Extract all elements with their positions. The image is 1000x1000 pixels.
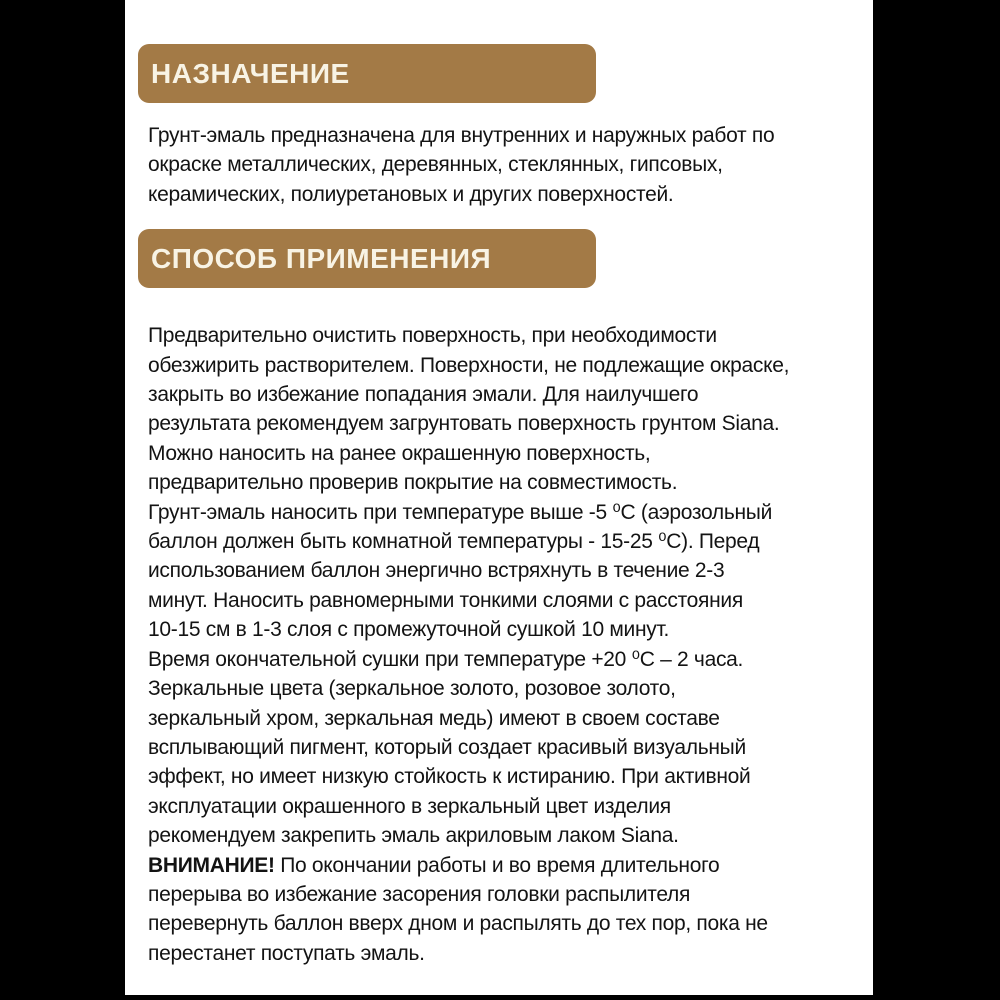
- application-lines-after: [148, 880, 873, 968]
- text-line: предварительно проверив покрытие на совместимость.: [148, 471, 678, 495]
- text-line: зеркальный хром, зеркальная медь) имеют в своем составе: [148, 706, 720, 730]
- purpose-section-banner: [138, 44, 596, 103]
- application-lines-before: [148, 321, 873, 850]
- text-line: 10-15 см в 1-3 слоя с промежуточной сушкой 10 минут.: [148, 618, 669, 642]
- text-line: перерыва во избежание засорения головки распылителя: [148, 882, 691, 906]
- text-line: эффект, но имеет низкую стойкость к истиранию. При активной: [148, 765, 751, 789]
- text-line: результата рекомендуем загрунтовать поверхность грунтом Siana.: [148, 412, 780, 436]
- text-line: Можно наносить на ранее окрашенную поверхность,: [148, 441, 651, 465]
- text-line: баллон должен быть комнатной температуры - 15-25 ⁰С). Перед: [148, 530, 760, 554]
- application-paragraph: [148, 321, 873, 968]
- text-line: Время окончательной сушки при температуре +20 ⁰С – 2 часа.: [148, 647, 744, 671]
- text-line: окраске металлических, деревянных, стеклянных, гипсовых,: [148, 153, 723, 177]
- application-heading: СПОСОБ ПРИМЕНЕНИЯ: [151, 242, 492, 274]
- text-line: Грунт-эмаль предназначена для внутренних и наружных работ по: [148, 124, 775, 147]
- text-line: Зеркальные цвета (зеркальное золото, розовое золото,: [148, 677, 676, 701]
- text-line: перевернуть баллон вверх дном и распылять до тех пор, пока не: [148, 912, 768, 936]
- text-line: минут. Наносить равномерными тонкими слоями с расстояния: [148, 588, 743, 612]
- warning-label: ВНИМАНИЕ!: [148, 853, 275, 877]
- text-line: Предварительно очистить поверхность, при необходимости: [148, 324, 717, 348]
- text-line: эксплуатации окрашенного в зеркальный цвет изделия: [148, 794, 671, 818]
- text-line: керамических, полиуретановых и других поверхностей.: [148, 182, 674, 206]
- purpose-paragraph: [148, 121, 873, 209]
- warning-line: [148, 851, 873, 880]
- text-line: перестанет поступать эмаль.: [148, 941, 425, 965]
- text-line: использованием баллон энергично встряхнуть в течение 2-3: [148, 559, 725, 583]
- text-line: обезжирить растворителем. Поверхности, не подлежащие окраске,: [148, 353, 790, 377]
- content-panel: [125, 0, 873, 995]
- text-line: всплывающий пигмент, который создает красивый визуальный: [148, 735, 746, 759]
- text-line: рекомендуем закрепить эмаль акриловым лаком Siana.: [148, 824, 679, 848]
- application-section-banner: [138, 229, 596, 288]
- purpose-heading: НАЗНАЧЕНИЕ: [151, 57, 350, 89]
- warning-text: По окончании работы и во время длительного: [274, 853, 720, 877]
- text-line: Грунт-эмаль наносить при температуре выше -5 ⁰С (аэрозольный: [148, 500, 773, 524]
- text-line: закрыть во избежание попадания эмали. Для наилучшего: [148, 383, 699, 407]
